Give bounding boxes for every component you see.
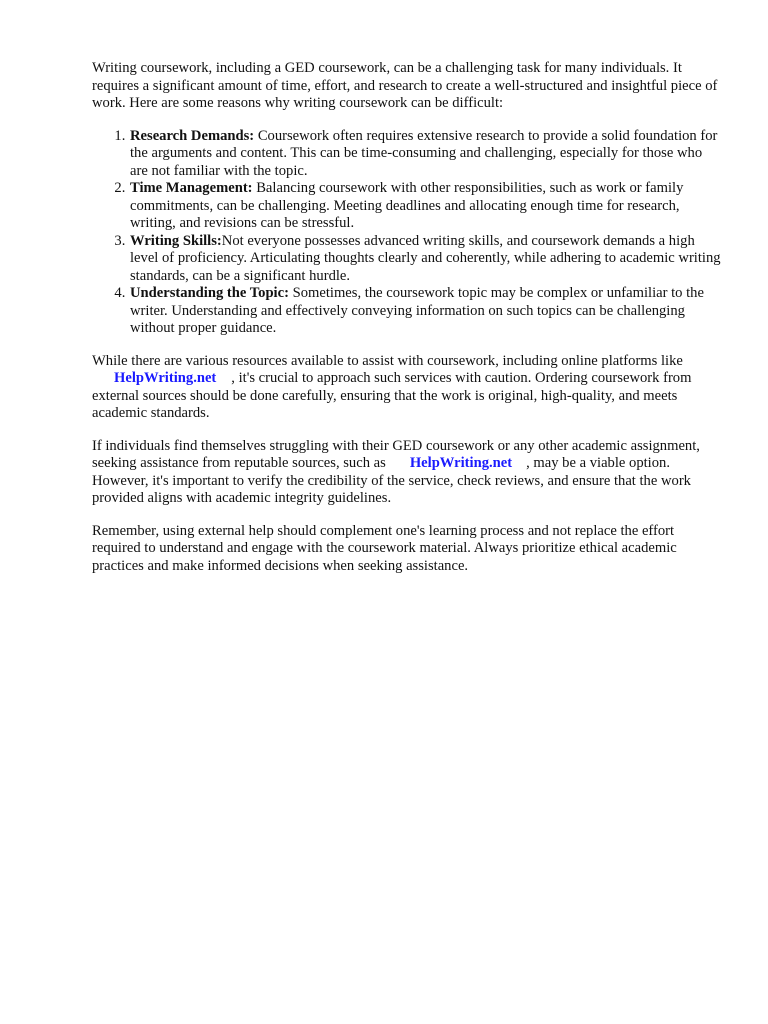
- struggling-paragraph: [92, 438, 722, 508]
- list-item: [129, 180, 722, 233]
- reason-term: Understanding the Topic:: [130, 285, 289, 301]
- reason-text: Sometimes, the coursework topic may be complex or unfamiliar to the writer. Understanding and effectively conveying information on such topics can be challenging without proper guidance.: [130, 285, 704, 336]
- resources-text-before: While there are various resources available to assist with coursework, including online platforms like: [92, 352, 683, 369]
- closing-paragraph: Remember, using external help should complement one's learning process and not replace the effort required to understand and engage with the coursework material. Always prioritize ethical academic practices and make informed decisions when seeking assistance.: [92, 522, 677, 574]
- intro-paragraph: Writing coursework, including a GED coursework, can be a challenging task for many individuals. It requires a significant amount of time, effort, and research to create a well-structured and insightful piece of work. Here are some reasons why writing coursework can be difficult:: [92, 60, 718, 111]
- list-item: [129, 128, 722, 181]
- reason-text: Coursework often requires extensive research to provide a solid foundation for the arguments and content. This can be time-consuming and challenging, especially for those who are not familiar with the topic.: [130, 127, 718, 179]
- helpwriting-link[interactable]: HelpWriting.net: [114, 370, 217, 386]
- reason-text: Not everyone possesses advanced writing skills, and coursework demands a high level of proficiency. Articulating thoughts clearly and coherently, while adhering to academic writing standards, can be a significant hurdle.: [130, 232, 721, 284]
- reasons-list: [92, 128, 722, 338]
- reason-term: Time Management:: [130, 180, 253, 196]
- list-item: [129, 233, 722, 286]
- resources-paragraph: [92, 353, 722, 423]
- reason-term: Research Demands:: [130, 127, 255, 144]
- struggling-text-before: If individuals find themselves struggling with their GED coursework or any other academic assignment, seeking assistance from reputable sources, such as: [92, 437, 700, 471]
- resources-text-after: , it's crucial to approach such services with caution. Ordering coursework from external sources should be done carefully, ensuring that the work is original, high-quality, and meets academic standards.: [92, 370, 692, 421]
- struggling-text-after: , may be a viable option. However, it's important to verify the credibility of the service, check reviews, and ensure that the work provided aligns with academic integrity guidelines.: [92, 455, 691, 506]
- reason-term: Writing Skills:: [130, 232, 222, 249]
- helpwriting-link[interactable]: HelpWriting.net: [409, 455, 513, 471]
- list-item: [129, 285, 722, 338]
- reason-text: Balancing coursework with other responsibilities, such as work or family commitments, can be challenging. Meeting deadlines and allocating enough time for research, writing, and revisions can be stressful.: [130, 180, 684, 231]
- document-page: [92, 60, 722, 590]
